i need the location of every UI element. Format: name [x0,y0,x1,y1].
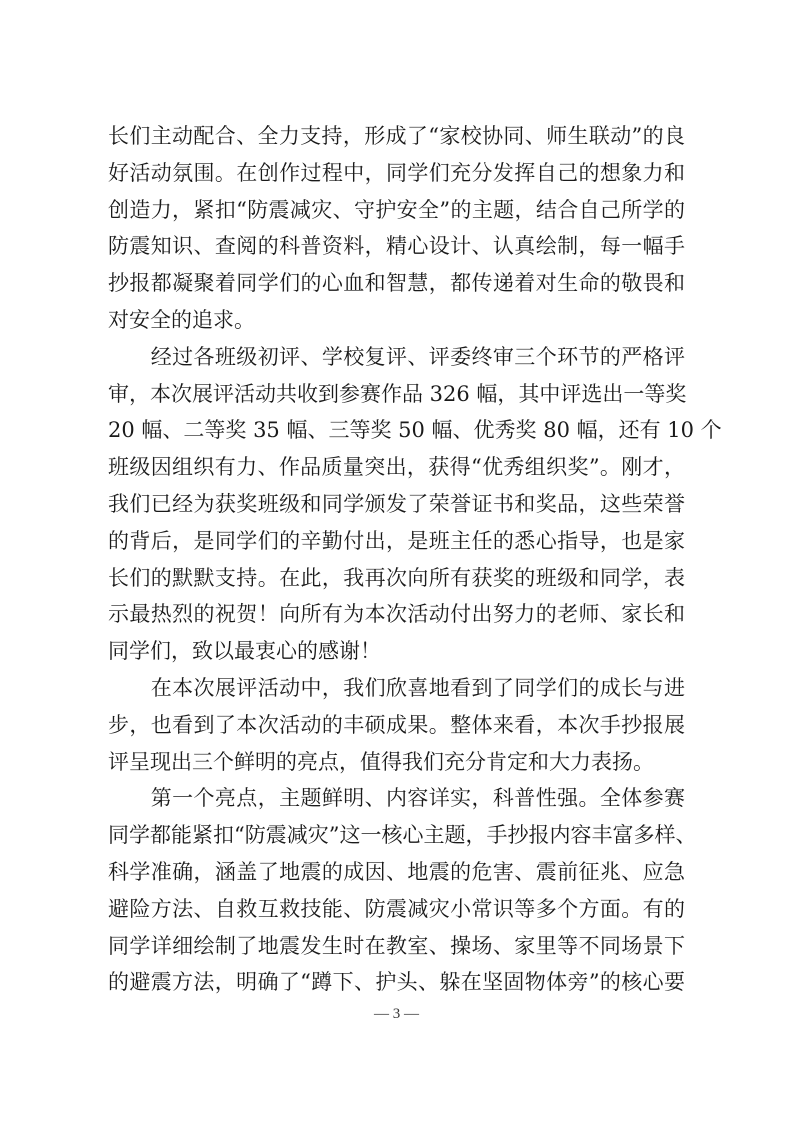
text-line: 步，也看到了本次活动的丰硕成果。整体来看，本次手抄报展 [108,712,685,737]
text-line: 同学们，致以最衷心的感谢！ [108,639,381,664]
text-line: 的避震方法，明确了“蹲下、护头、躲在坚固物体旁”的核心要 [108,970,685,995]
text-line: 好活动氛围。在创作过程中，同学们充分发挥自己的想象力和 [108,160,685,185]
text-line: 在本次展评活动中，我们欣喜地看到了同学们的成长与进 [108,675,685,700]
text-line: 我们已经为获奖班级和同学颁发了荣誉证书和奖品，这些荣誉 [108,491,685,516]
text-line: 创造力，紧扣“防震减灾、守护安全”的主题，结合自己所学的 [108,197,685,222]
page-number: — 3 — [374,1006,419,1022]
text-line: 20 幅、二等奖 35 幅、三等奖 50 幅、优秀奖 80 幅，还有 10 个 [108,418,722,443]
text-line: 对安全的追求。 [108,307,255,332]
text-line: 的背后，是同学们的辛勤付出，是班主任的悉心指导，也是家 [108,528,685,553]
text-line: 防震知识、查阅的科普资料，精心设计、认真绘制，每一幅手 [108,234,685,259]
text-line: 经过各班级初评、学校复评、评委终审三个环节的严格评 [108,344,685,369]
text-line: 科学准确，涵盖了地震的成因、地震的危害、震前征兆、应急 [108,859,685,884]
text-line: 审，本次展评活动共收到参赛作品 326 幅，其中评选出一等奖 [108,381,687,406]
document-body [108,118,722,1001]
text-line: 第一个亮点，主题鲜明、内容详实，科普性强。全体参赛 [108,786,685,811]
text-line: 示最热烈的祝贺！向所有为本次活动付出努力的老师、家长和 [108,602,685,627]
text-line: 同学都能紧扣“防震减灾”这一核心主题，手抄报内容丰富多样、 [108,823,697,848]
text-line: 长们的默默支持。在此，我再次向所有获奖的班级和同学，表 [108,565,685,590]
text-line: 避险方法、自救互救技能、防震减灾小常识等多个方面。有的 [108,896,685,921]
text-line: 抄报都凝聚着同学们的心血和智慧，都传递着对生命的敬畏和 [108,271,685,296]
text-line: 班级因组织有力、作品质量突出，获得“优秀组织奖”。刚才， [108,455,685,480]
text-line: 长们主动配合、全力支持，形成了“家校协同、师生联动”的良 [108,124,685,148]
text-line: 同学详细绘制了地震发生时在教室、操场、家里等不同场景下 [108,933,685,958]
text-line: 评呈现出三个鲜明的亮点，值得我们充分肯定和大力表扬。 [108,749,654,774]
